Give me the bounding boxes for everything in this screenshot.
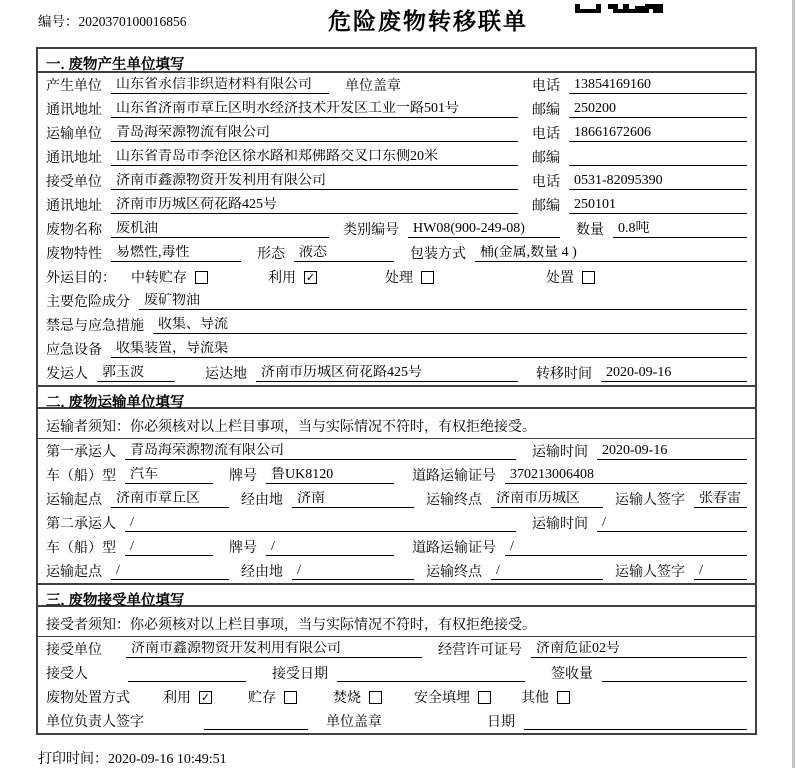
taboo-value: 收集、导流 (153, 317, 747, 334)
acceptor-label: 接受人 (46, 666, 88, 682)
receiver-address-value: 济南市历城区荷花路425号 (111, 197, 518, 214)
purpose-option-label: 处理 (385, 270, 413, 286)
vehicle-type-label: 车（船）型 (46, 468, 116, 484)
acceptor-value (128, 665, 246, 682)
carrier1-plate-value: 鲁UK8120 (266, 467, 394, 484)
quantity-label: 数量 (576, 222, 604, 238)
producer-address-value: 山东省济南市章丘区明水经济技术开发区工业一路501号 (111, 101, 518, 118)
phone-label: 电话 (532, 174, 560, 190)
page-edge-divider (792, 0, 795, 768)
purpose-option-treat (385, 271, 434, 286)
waste-name-label: 废物名称 (46, 222, 102, 238)
transport-time-label: 运输时间 (532, 444, 588, 460)
doc-number-value: 2020370100016856 (78, 14, 187, 29)
origin-label: 运输起点 (46, 564, 102, 580)
section3-header: 三. 废物接受单位填写 (38, 583, 755, 607)
via-label: 经由地 (241, 492, 283, 508)
carrier1-sign-value: 张春雷 (694, 491, 747, 508)
row-disposal-method (38, 685, 755, 709)
checkbox-utilize: ✓ (305, 271, 316, 285)
page-title: 危险废物转移联单 (328, 8, 528, 34)
carrier1-end-value: 济南市历城区 (491, 491, 603, 508)
purpose-option-storage (131, 271, 208, 286)
checkbox-treat (421, 271, 434, 284)
producer-value: 山东省永信非织造材料有限公司 (111, 77, 329, 94)
carrier1-road-cert-value: 370213006408 (505, 467, 747, 484)
unit-seal-label: 单位盖章 (345, 78, 401, 94)
road-cert-label: 道路运输证号 (412, 468, 496, 484)
receiver-zip-value: 250101 (569, 197, 747, 214)
shipper-value: 郭玉波 (97, 365, 175, 382)
packing-label: 包装方式 (410, 246, 466, 262)
zip-label: 邮编 (532, 102, 560, 118)
transport-time-label: 运输时间 (532, 516, 588, 532)
row-producer-address (38, 97, 755, 121)
carrier2-via-value: / (292, 563, 414, 580)
carrier2-value: / (125, 515, 516, 532)
checkbox-disposal-other (557, 691, 570, 704)
row-shipper (38, 361, 755, 385)
disposal-option-landfill (414, 691, 491, 706)
carrier1-origin-value: 济南市章丘区 (111, 491, 229, 508)
disposal-option-label: 贮存 (248, 690, 276, 706)
manifest-form (36, 47, 757, 735)
taboo-label: 禁忌与应急措施 (46, 318, 144, 334)
purpose-option-dispose (546, 271, 595, 286)
carrier2-label: 第二承运人 (46, 516, 116, 532)
accept-date-value (337, 665, 525, 682)
checkbox-disposal-storage (284, 691, 297, 704)
producer-zip-value: 250200 (569, 101, 747, 118)
checkbox-disposal-utilize: ✓ (200, 691, 211, 705)
transporter-notice: 运输者须知：你必须核对以上栏目事项，当与实际情况不符时，有权拒绝接受。 (38, 409, 755, 439)
transporter-zip-value (569, 149, 747, 166)
row-waste-name (38, 217, 755, 241)
transporter-label: 运输单位 (46, 126, 102, 142)
disposal-option-utilize (163, 691, 212, 706)
carrier2-time-value: / (597, 515, 747, 532)
received-qty-value (602, 665, 747, 682)
disposal-option-label: 其他 (521, 690, 549, 706)
transporter-value: 青岛海荣源物流有限公司 (111, 125, 518, 142)
unit-seal-label: 单位盖章 (326, 714, 382, 730)
shipper-label: 发运人 (46, 366, 88, 382)
print-time (38, 748, 227, 768)
carrier1-via-value: 济南 (292, 491, 414, 508)
carrier2-plate-value: / (266, 539, 394, 556)
address-label: 通讯地址 (46, 102, 102, 118)
carrier2-end-value: / (491, 563, 603, 580)
received-qty-label: 签收量 (551, 666, 593, 682)
checkbox-dispose (582, 271, 595, 284)
disposal-method-label: 废物处置方式 (46, 690, 130, 706)
print-time-label: 打印时间： (38, 752, 108, 767)
purpose-option-label: 处置 (546, 270, 574, 286)
disposal-option-other (521, 691, 570, 706)
carrier2-sign-value: / (694, 563, 747, 580)
form-value: 液态 (294, 245, 394, 262)
row-receiver-address (38, 193, 755, 217)
receiver-notice: 接受者须知：你必须核对以上栏目事项，当与实际情况不符时，有权拒绝接受。 (38, 607, 755, 637)
purpose-label: 外运目的： (46, 270, 116, 286)
producer-label: 产生单位 (46, 78, 102, 94)
waste-trait-value: 易燃性,毒性 (111, 245, 241, 262)
disposal-option-label: 焚烧 (333, 690, 361, 706)
doc-number (38, 10, 187, 30)
carrier2-vehicle-value: / (125, 539, 213, 556)
producer-phone-value: 13854169160 (569, 77, 747, 94)
row-carrier1 (38, 439, 755, 463)
carrier1-value: 青岛海荣源物流有限公司 (125, 443, 516, 460)
carrier1-vehicle-value: 汽车 (125, 467, 213, 484)
form-label: 形态 (257, 246, 285, 262)
row-receiver (38, 169, 755, 193)
accept-unit-value: 济南市鑫源物资开发利用有限公司 (126, 641, 422, 658)
transporter-phone-value: 18661672606 (569, 125, 747, 142)
row-producer (38, 73, 755, 97)
responsible-sign-value (204, 713, 308, 730)
disposal-option-incinerate (333, 691, 382, 706)
waste-name-value: 废机油 (111, 221, 329, 238)
hazard-value: 废矿物油 (139, 293, 747, 310)
checkbox-disposal-incinerate (369, 691, 382, 704)
via-label: 经由地 (241, 564, 283, 580)
row-transfer-purpose (38, 265, 755, 289)
equipment-value: 收集装置，导流渠 (111, 341, 747, 358)
carrier2-origin-value: / (111, 563, 229, 580)
equipment-label: 应急设备 (46, 342, 102, 358)
print-time-value: 2020-09-16 10:49:51 (108, 752, 227, 767)
row-acceptor (38, 661, 755, 685)
row-carrier2-vehicle (38, 535, 755, 559)
transfer-time-label: 转移时间 (536, 366, 592, 382)
plate-label: 牌号 (229, 540, 257, 556)
destination-value: 济南市历城区荷花路425号 (256, 365, 518, 382)
disposal-option-storage (248, 691, 297, 706)
row-transporter-address (38, 145, 755, 169)
license-label: 经营许可证号 (438, 642, 522, 658)
end-label: 运输终点 (426, 564, 482, 580)
accept-unit-label: 接受单位 (46, 642, 102, 658)
end-label: 运输终点 (426, 492, 482, 508)
row-emergency-equipment (38, 337, 755, 361)
purpose-option-label: 中转贮存 (131, 270, 187, 286)
carrier2-road-cert-value: / (505, 539, 747, 556)
disposal-option-label: 安全填埋 (414, 690, 470, 706)
plate-label: 牌号 (229, 468, 257, 484)
transporter-sign-label: 运输人签字 (615, 564, 685, 580)
row-hazard-component (38, 289, 755, 313)
zip-label: 邮编 (532, 150, 560, 166)
disposal-option-label: 利用 (163, 690, 191, 706)
carrier1-label: 第一承运人 (46, 444, 116, 460)
row-waste-trait (38, 241, 755, 265)
purpose-option-label: 利用 (268, 270, 296, 286)
category-value: HW08(900-249-08) (408, 221, 560, 238)
road-cert-label: 道路运输证号 (412, 540, 496, 556)
category-label: 类别编号 (343, 222, 399, 238)
receiver-value: 济南市鑫源物资开发利用有限公司 (111, 173, 518, 190)
waste-trait-label: 废物特性 (46, 246, 102, 262)
quantity-value: 0.8吨 (613, 221, 747, 238)
qr-code-fragment-icon (575, 0, 665, 9)
row-carrier1-vehicle (38, 463, 755, 487)
receiver-phone-value: 0531-82095390 (569, 173, 747, 190)
transfer-time-value: 2020-09-16 (601, 365, 747, 382)
section1-header: 一. 废物产生单位填写 (38, 49, 755, 73)
row-accept-unit (38, 637, 755, 661)
receiver-label: 接受单位 (46, 174, 102, 190)
row-carrier2-route (38, 559, 755, 583)
checkbox-storage (195, 271, 208, 284)
accept-date-label: 接受日期 (272, 666, 328, 682)
row-transporter (38, 121, 755, 145)
row-carrier1-route (38, 487, 755, 511)
checkbox-disposal-landfill (478, 691, 491, 704)
row-taboo-measures (38, 313, 755, 337)
hazard-label: 主要危险成分 (46, 294, 130, 310)
doc-number-label: 编号： (38, 14, 79, 29)
license-value: 济南危证02号 (531, 641, 747, 658)
row-carrier2 (38, 511, 755, 535)
responsible-sign-label: 单位负责人签字 (46, 714, 144, 730)
vehicle-type-label: 车（船）型 (46, 540, 116, 556)
phone-label: 电话 (532, 78, 560, 94)
date-label: 日期 (487, 714, 515, 730)
row-responsible-sign (38, 709, 755, 733)
destination-label: 运达地 (205, 366, 247, 382)
address-label: 通讯地址 (46, 150, 102, 166)
transporter-address-value: 山东省青岛市李沧区徐水路和郑佛路交叉口东侧20米 (111, 149, 518, 166)
purpose-option-utilize (268, 271, 317, 286)
carrier1-time-value: 2020-09-16 (597, 443, 747, 460)
origin-label: 运输起点 (46, 492, 102, 508)
date-value (524, 713, 747, 730)
zip-label: 邮编 (532, 198, 560, 214)
address-label: 通讯地址 (46, 198, 102, 214)
phone-label: 电话 (532, 126, 560, 142)
packing-value: 桶(金属,数量 4 ) (475, 245, 747, 262)
transporter-sign-label: 运输人签字 (615, 492, 685, 508)
section2-header: 二. 废物运输单位填写 (38, 385, 755, 409)
